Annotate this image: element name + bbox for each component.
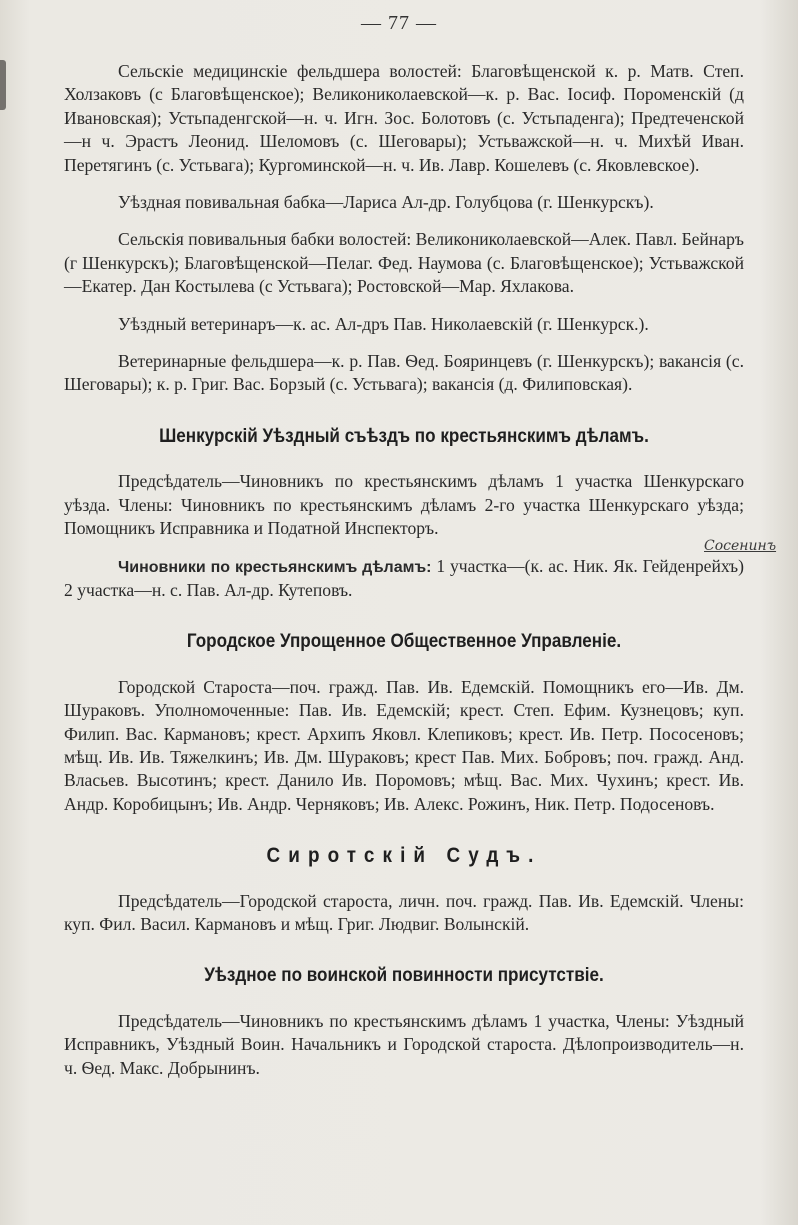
- page-edge-mark: [0, 60, 6, 110]
- handwritten-annotation: Сосенинъ: [704, 537, 777, 554]
- heading-military-service-office: Уѣздное по воинской повинности присутствіе.: [204, 965, 604, 987]
- heading-city-administration: Городское Упрощенное Общественное Управленіе.: [186, 631, 622, 653]
- peasant-officials-lead: Чиновники по крестьянскимъ дѣламъ:: [118, 558, 432, 576]
- paragraph-district-veterinarian: Уѣздный ветеринаръ—к. ас. Ал-дръ Пав. Николаевскій (г. Шенкурск.).: [118, 313, 649, 334]
- paragraph-congress-members: Предсѣдатель—Чиновникъ по крестьянскимъ дѣламъ 1 участка Шенкурскаго уѣзда. Члены: Чиновникъ по крестьянскимъ дѣламъ 2-го участка Шенкурскаго уѣзда; Помощникъ Исправника и Податной Инспекторъ.: [64, 471, 744, 539]
- peasant-officials-text: 1 участка—(к. ас. Ник. Як. Гейденрейхъ) 2 участка—н. с. Пав. Ал-др. Кутеповъ.: [64, 555, 744, 600]
- paragraph-district-midwife: Уѣздная повивальная бабка—Лариса Ал-др. Голубцова (г. Шенкурскъ).: [118, 192, 654, 213]
- paragraph-orphans-court: Предсѣдатель—Городской староста, личн. поч. гражд. Пав. Ив. Едемскій. Члены: куп. Фил. Васил. Кармановъ и мѣщ. Григ. Людвиг. Волынскій.: [64, 890, 744, 934]
- paragraph-military-service-office: Предсѣдатель—Чиновникъ по крестьянскимъ дѣламъ 1 участка, Члены: Уѣздный Исправникъ, Уѣздный Воин. Начальникъ и Городской староста. Дѣлопроизводитель—н. ч. Ѳед. Макс. Добрынинъ.: [64, 1010, 744, 1078]
- heading-orphans-court: Сиротскій Судъ.: [266, 844, 542, 868]
- page-number: — 77 —: [361, 12, 437, 34]
- page-content: [64, 60, 777, 1094]
- heading-peasant-affairs-congress: Шенкурскій Уѣздный съѣздъ по крестьянскимъ дѣламъ.: [159, 425, 649, 447]
- paragraph-rural-midwives: Сельскія повивальныя бабки волостей: Великониколаевской—Алек. Павл. Бейнаръ (г Шенкурскъ); Благовѣщенской—Пелаг. Фед. Наумова (с. Благовѣщенское); Устьважской—Екатер. Дан Костылева (с Устьвага); Ростовской—Мар. Яхлакова.: [64, 229, 745, 297]
- paragraph-veterinary-feldshers: Ветеринарные фельдшера—к. р. Пав. Ѳед. Бояринцевъ (г. Шенкурскъ); вакансія (с. Шеговары); к. р. Григ. Вас. Борзый (с. Устьвага); вакансія (д. Филиповская).: [64, 351, 744, 395]
- paragraph-rural-feldshers: Сельскіе медицинскіе фельдшера волостей: Благовѣщенской к. р. Матв. Степ. Холзаковъ (с Благовѣщенское); Великониколаевской—к. р. Вас. Іосиф. Пороменскій (д Ивановская); Устьпаденгской—н. ч. Игн. Зос. Болотовъ (с. Устьпаденга); Предтеченской—н ч. Эрастъ Леонид. Шеломовъ (с. Шеговары); Устьважской—н. ч. Михѣй Иван. Перетягинъ (с. Устьвага); Кургоминской—н. ч. Ив. Лавр. Кошелевъ (с. Яковлевское).: [64, 61, 744, 175]
- paragraph-peasant-officials: [64, 537, 777, 603]
- paragraph-city-administration: Городской Староста—поч. гражд. Пав. Ив. Едемскій. Помощникъ его—Ив. Дм. Шураковъ. Уполномоченные: Пав. Ив. Едемскій; крест. Степ. Ефим. Кузнецовъ; куп. Филип. Вас. Кармановъ; крест. Архипъ Яковл. Клепиковъ; крест. Ив. Петр. Пососеновъ; мѣщ. Ив. Ив. Тяжелкинъ; Ив. Дм. Шураковъ; крест Пав. Мих. Бобровъ; поч. гражд. Анд. Власьев. Высотинъ; крест. Данило Ив. Поромовъ; мѣщ. Вас. Мих. Чухинъ; крест. Ив. Андр. Коробицынъ; Ив. Андр. Черняковъ; Ив. Алекс. Рожинъ, Ник. Петр. Подосеновъ.: [64, 676, 744, 814]
